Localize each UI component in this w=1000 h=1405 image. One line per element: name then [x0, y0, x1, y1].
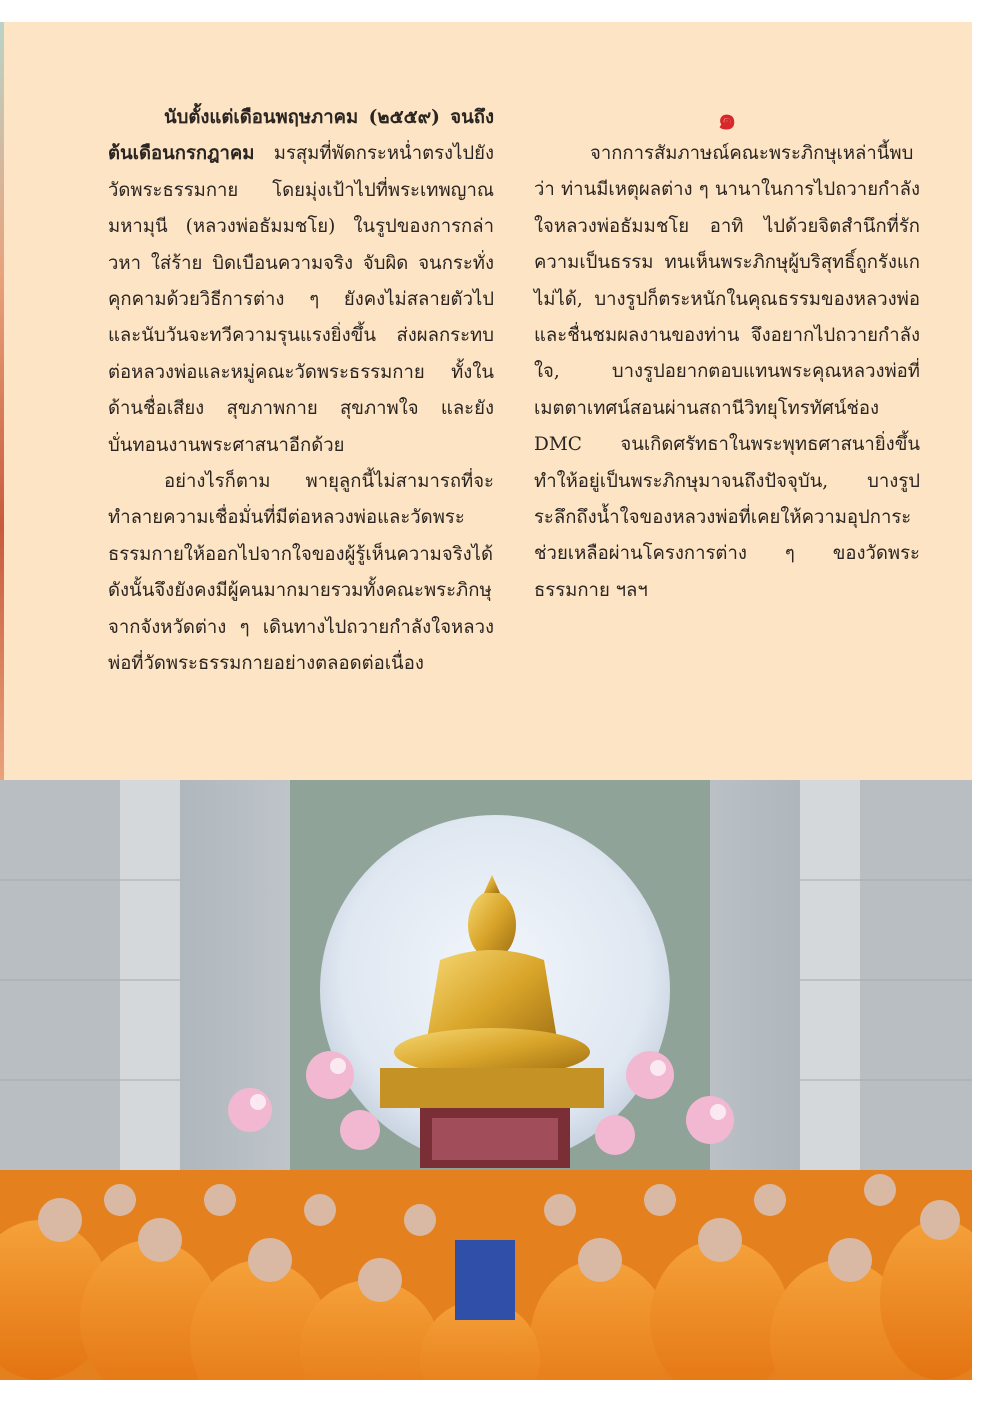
- left-paragraph-2: อย่างไรก็ตาม พายุลูกนี้ไม่สามารถที่จะทำลายความเชื่อมั่นที่มีต่อหลวงพ่อและวัดพระธรรมกายให้ออกไปจากใจของผู้รู้เห็นความจริงได้ ดังนั้นจึงยังคงมีผู้คนมากมายรวมทั้งคณะพระภิกษุจากจังหวัดต่าง ๆ เดินทางไปถวายกำลังใจหลวงพ่อที่วัดพระธรรมกายอย่างตลอดต่อเนื่อง: [108, 471, 494, 675]
- left-column: [108, 100, 494, 683]
- bottom-margin: [0, 1380, 1000, 1405]
- left-paragraph-1-body: มรสุมที่พัดกระหน่ำตรงไปยังวัดพระธรรมกาย โดยมุ่งเป้าไปที่พระเทพญาณมหามุนี (หลวงพ่อธัมมชโย) ในรูปของการกล่าวหา ใส่ร้าย บิดเบือนความจริง จับผิด จนกระทั่งคุกคามด้วยวิธีการต่าง ๆ ยังคงไม่สลายตัวไป และนับวันจะทวีความรุนแรงยิ่งขึ้น ส่งผลกระทบต่อหลวงพ่อและหมู่คณะวัดพระธรรมกาย ทั้งในด้านชื่อเสียง สุขภาพกาย สุขภาพใจ และยังบั่นทอนงานพระศาสนาอีกด้วย: [108, 143, 494, 456]
- photo-monks-paying-respect: [0, 780, 972, 1380]
- section-number: ๑: [717, 102, 737, 137]
- left-paragraph-1-lead: นับตั้งแต่เดือนพฤษภาคม (๒๕๕๙) จนถึงต้นเดือนกรกฎาคม: [108, 107, 494, 165]
- right-column: [534, 136, 920, 609]
- right-paragraph-1: จากการสัมภาษณ์คณะพระภิกษุเหล่านี้พบว่า ท่านมีเหตุผลต่าง ๆ นานาในการไปถวายกำลังใจหลวงพ่อธัมมชโย อาทิ ไปด้วยจิตสำนึกที่รักความเป็นธรรม ทนเห็นพระภิกษุผู้บริสุทธิ์ถูกรังแกไม่ได้, บางรูปก็ตระหนักในคุณธรรมของหลวงพ่อและชื่นชมผลงานของท่าน จึงอยากไปถวายกำลังใจ, บางรูปอยากตอบแทนพระคุณหลวงพ่อที่เมตตาเทศน์สอนผ่านสถานีวิทยุโทรทัศน์ช่อง DMC จนเกิดศรัทธาในพระพุทธศาสนายิ่งขึ้น ทำให้อยู่เป็นพระภิกษุมาจนถึงปัจจุบัน, บางรูประลึกถึงน้ำใจของหลวงพ่อที่เคยให้ความอุปการะช่วยเหลือผ่านโครงการต่าง ๆ ของวัดพระธรรมกาย ฯลฯ: [534, 143, 920, 601]
- left-paragraph-1: [108, 100, 494, 464]
